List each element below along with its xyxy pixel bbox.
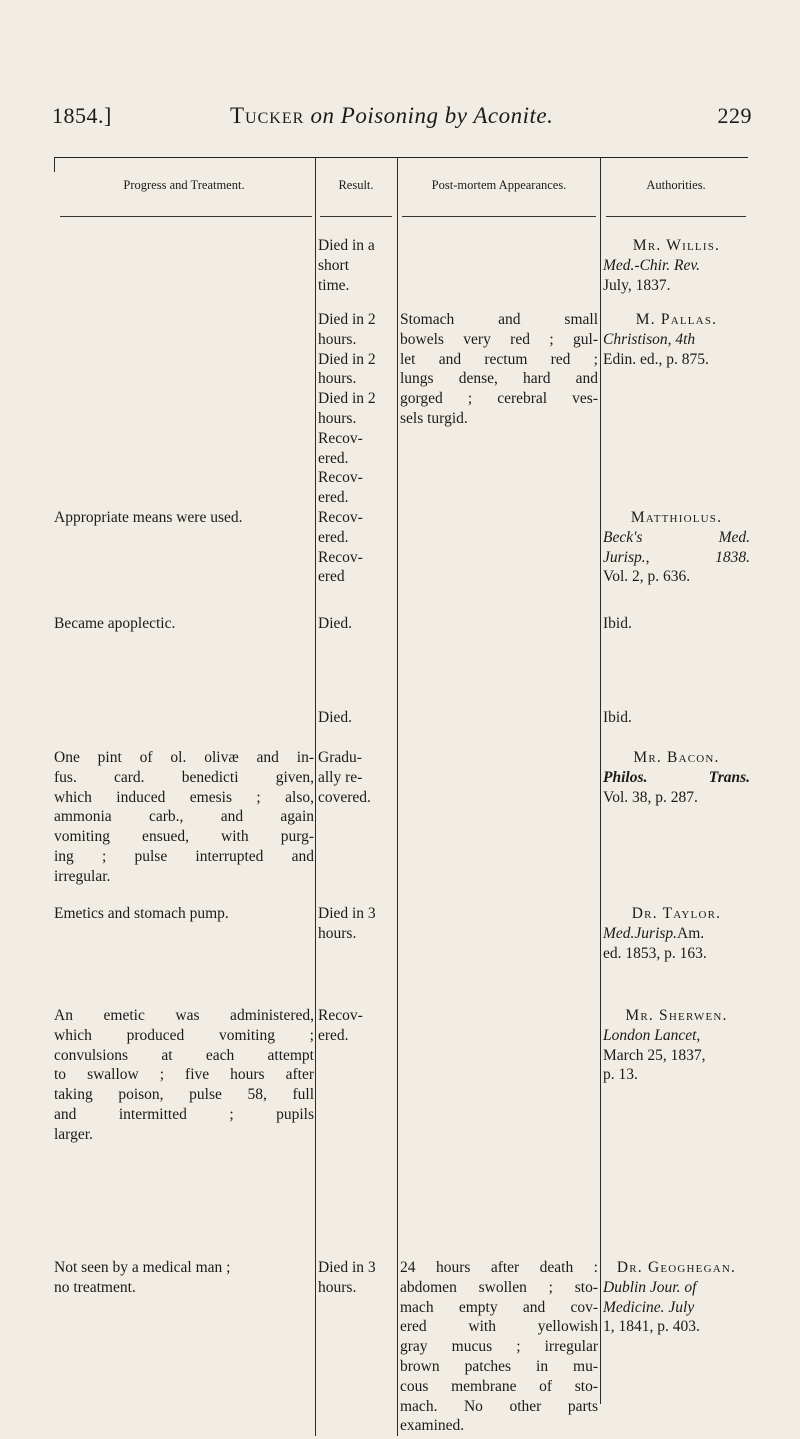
running-head-year: 1854.] xyxy=(52,103,112,128)
text-line: Gradu- xyxy=(318,749,362,766)
text-line: mach. No other parts xyxy=(400,1397,598,1415)
text-line: taking poison, pulse 58, full xyxy=(54,1086,314,1104)
text-line: ered. xyxy=(318,449,349,467)
progress-bacon xyxy=(54,748,314,887)
authority-name: Dr. Taylor. xyxy=(631,905,722,922)
text-line xyxy=(603,330,750,350)
text-line: gorged ; cerebral ves- xyxy=(400,390,598,408)
text-line: Recov- xyxy=(318,1007,363,1024)
text-line: let and rectum red ; xyxy=(400,350,598,368)
text-line: hours. xyxy=(318,409,357,427)
page-number: 229 xyxy=(717,103,752,128)
text-line: hours. xyxy=(318,370,357,388)
text-line: mach empty and cov- xyxy=(400,1298,598,1316)
result-willis xyxy=(318,236,394,295)
authority-ibid: Ibid. xyxy=(603,709,632,726)
text-line: Medicine. July xyxy=(603,1298,695,1316)
text-line: p. 13. xyxy=(603,1066,638,1084)
column-heading-progress: Progress and Treatment. xyxy=(123,178,245,192)
text-line: Died in a xyxy=(318,237,375,254)
text-line: Not seen by a medical man ; xyxy=(54,1259,231,1276)
text-line: hours. xyxy=(318,330,357,348)
result-died: Died. xyxy=(318,709,353,726)
column-rule-3 xyxy=(600,158,601,1404)
column-rule-2 xyxy=(397,158,398,1436)
result-bacon xyxy=(318,748,394,807)
authority-apoplectic: Ibid. xyxy=(603,615,632,632)
text-line: ered xyxy=(318,568,345,586)
text-line: Died in 2 xyxy=(318,390,376,408)
text-line: which produced vomiting ; xyxy=(54,1026,314,1044)
authority-geoghegan xyxy=(603,1258,750,1337)
text-line: to swallow ; five hours after xyxy=(54,1066,314,1084)
text-line: ered. xyxy=(318,489,349,507)
progress-sherwen xyxy=(54,1006,314,1145)
text-line: short xyxy=(318,256,349,274)
column-rule-1 xyxy=(315,158,316,1436)
authority-taylor xyxy=(603,904,750,963)
text-line: Recov- xyxy=(318,429,363,447)
text-line: Beck's Med. xyxy=(603,528,750,546)
authority-name: Matthiolus. xyxy=(630,509,723,526)
text-line: sels turgid. xyxy=(400,409,468,427)
text-line: convulsions at each attempt xyxy=(54,1046,314,1064)
text-line: One pint of ol. olivæ and in- xyxy=(54,749,314,766)
result-geoghegan xyxy=(318,1258,394,1298)
text-line: Philos. Trans. xyxy=(603,768,750,786)
authority-name: Dr. Geoghegan. xyxy=(616,1259,737,1276)
text-line: 24 hours after death : xyxy=(400,1259,598,1276)
running-head-subject: Poisoning by Aconite. xyxy=(340,103,554,128)
text-line: Vol. 2, p. 636. xyxy=(603,568,691,586)
authority-pallas xyxy=(603,310,750,369)
text-line: London Lancet, xyxy=(603,1026,701,1044)
header-rule-result xyxy=(320,216,392,217)
text-line: ered. xyxy=(318,1026,349,1044)
text-line: abdomen swollen ; sto- xyxy=(400,1278,598,1296)
text-line: Died in 3 xyxy=(318,905,376,922)
text-line: bowels very red ; gul- xyxy=(400,330,598,348)
column-heading-result: Result. xyxy=(338,178,374,192)
text-line: Vol. 38, p. 287. xyxy=(603,788,698,806)
postmortem-geoghegan xyxy=(400,1258,598,1436)
text-line: Stomach and small xyxy=(400,311,598,328)
text-line: Died in 2 xyxy=(318,350,376,368)
result-apoplectic: Died. xyxy=(318,615,353,632)
column-rule-left xyxy=(54,158,55,172)
text-line: ammonia carb., and again xyxy=(54,808,314,826)
text-line: hours. xyxy=(318,1278,357,1296)
text-line: Am. xyxy=(677,924,705,942)
text-line: which induced emesis ; also, xyxy=(54,788,314,806)
text-line: An emetic was administered, xyxy=(54,1007,314,1024)
result-sherwen xyxy=(318,1006,394,1046)
running-head xyxy=(52,103,752,133)
result-matthiolus xyxy=(318,508,394,587)
text-line: time. xyxy=(318,276,350,294)
column-heading-authorities: Authorities. xyxy=(646,178,706,192)
text-line: examined. xyxy=(400,1417,465,1435)
authority-bacon xyxy=(603,748,750,807)
text-line: larger. xyxy=(54,1125,93,1143)
text-line: lungs dense, hard and xyxy=(400,370,598,388)
text-line: Recov- xyxy=(318,509,363,526)
header-rule-postmortem xyxy=(402,216,596,217)
authority-journal-line xyxy=(603,924,750,944)
text-line: Dublin Jour. of xyxy=(603,1278,697,1296)
progress-apoplectic: Became apoplectic. xyxy=(54,615,176,632)
text-line: ered. xyxy=(318,528,349,546)
authority-willis xyxy=(603,236,750,295)
header-rule-progress xyxy=(60,216,312,217)
authority-sherwen xyxy=(603,1006,750,1085)
text-line: Recov- xyxy=(318,548,363,566)
text-line: ally re- xyxy=(318,768,363,786)
text-line: ed. 1853, p. 163. xyxy=(603,944,707,962)
text-line: Med.Jurisp. xyxy=(603,924,678,942)
header-rule-authorities xyxy=(606,216,746,217)
result-pallas xyxy=(318,310,394,508)
text-line: Med.-Chir. Rev. xyxy=(603,256,700,274)
column-heading-postmortem: Post-mortem Appearances. xyxy=(431,178,567,192)
text-line: vomiting ensued, with purg- xyxy=(54,828,314,846)
table-top-rule xyxy=(54,157,748,158)
text-line: no treatment. xyxy=(54,1278,136,1296)
authority-name: M. Pallas. xyxy=(635,311,718,328)
text-line: ered with yellowish xyxy=(400,1318,598,1336)
text-line: Edin. ed., p. 875. xyxy=(603,350,709,368)
progress-matthiolus: Appropriate means were used. xyxy=(54,509,243,526)
result-taylor xyxy=(318,904,394,944)
running-head-on: on xyxy=(310,103,335,128)
authority-name: Mr. Sherwen. xyxy=(625,1007,728,1024)
text-line: and intermitted ; pupils xyxy=(54,1105,314,1123)
authority-name: Mr. Bacon. xyxy=(633,749,720,766)
text-line: Died in 3 xyxy=(318,1259,376,1276)
running-head-author: Tucker xyxy=(230,103,305,128)
authority-matthiolus xyxy=(603,508,750,587)
text-line: brown patches in mu- xyxy=(400,1357,598,1375)
text-line: 1, 1841, p. 403. xyxy=(603,1318,700,1336)
text-line: hours. xyxy=(318,924,357,942)
text-line: gray mucus ; irregular xyxy=(400,1338,598,1356)
progress-taylor: Emetics and stomach pump. xyxy=(54,905,229,922)
progress-geoghegan xyxy=(54,1258,314,1298)
text-line: covered. xyxy=(318,788,371,806)
running-head-title xyxy=(230,103,553,129)
text-line: irregular. xyxy=(54,867,111,885)
text-line: July, 1837. xyxy=(603,276,671,294)
text-line: Recov- xyxy=(318,469,363,487)
text-line: cous membrane of sto- xyxy=(400,1377,598,1395)
text-line: Died in 2 xyxy=(318,311,376,328)
text-line: Jurisp., 1838. xyxy=(603,548,750,566)
text-line: fus. card. benedicti given, xyxy=(54,768,314,786)
text-line: Christison, 4th xyxy=(603,330,696,348)
text-line: ing ; pulse interrupted and xyxy=(54,847,314,865)
text-line: March 25, 1837, xyxy=(603,1046,706,1064)
authority-name: Mr. Willis. xyxy=(632,237,721,254)
postmortem-pallas xyxy=(400,310,598,429)
